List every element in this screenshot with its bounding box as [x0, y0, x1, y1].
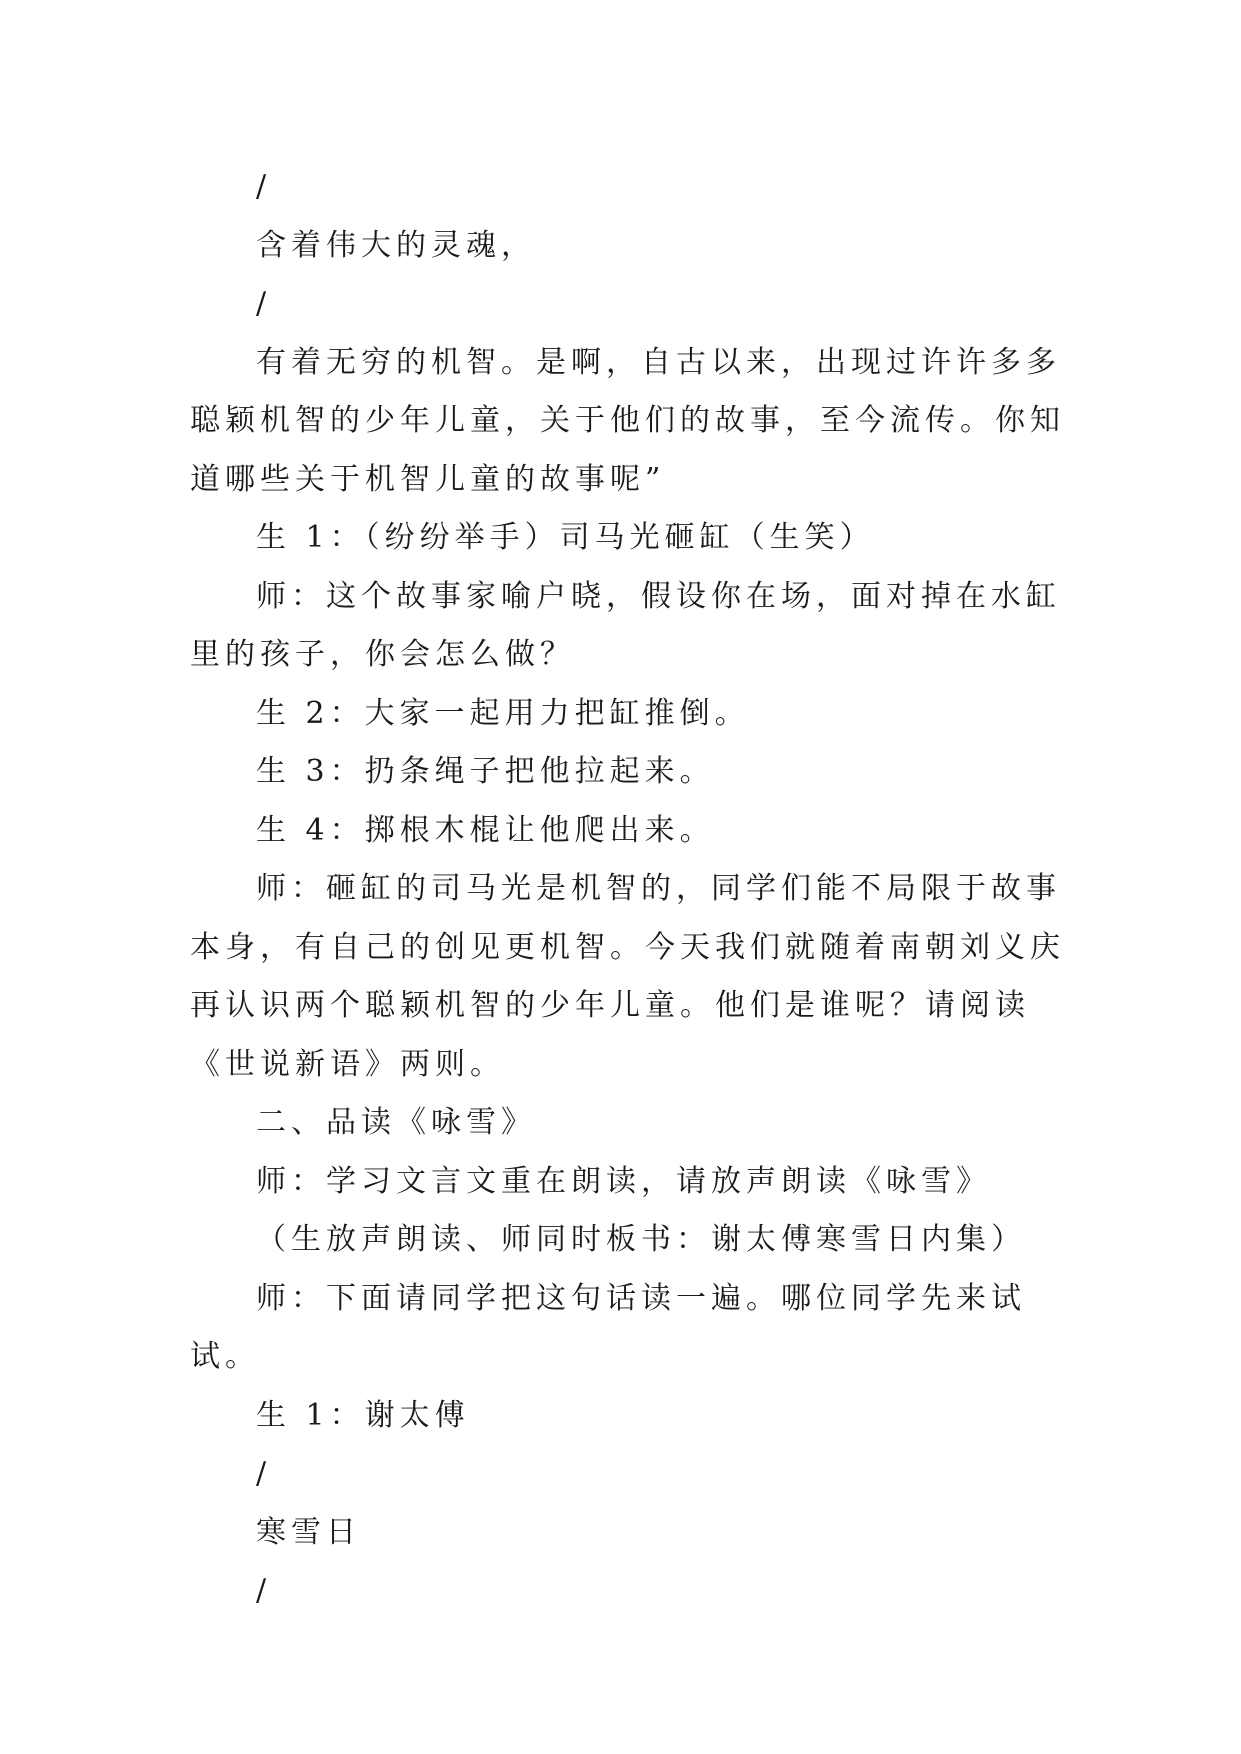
text-line: 含着伟大的灵魂， [256, 227, 536, 263]
text-line: 寒雪日 [256, 1514, 361, 1550]
dialogue-line: 师：这个故事家喻户晓，假设你在场，面对掉在水缸里的孩子，你会怎么做？ [190, 578, 1061, 672]
dialogue-line: 生 1：（纷纷举手）司马光砸缸（生笑） [256, 520, 875, 555]
paragraph: 有着无穷的机智。是啊，自古以来，出现过许许多多聪颖机智的少年儿童，关于他们的故事，至今流传。你知道哪些关于机智儿童的故事呢” [190, 344, 1065, 497]
stage-direction: （生放声朗读、师同时板书：谢太傅寒雪日内集） [256, 1222, 1026, 1257]
dialogue-line: 生 1：谢太傅 [256, 1397, 470, 1433]
section-heading: 二、品读《咏雪》 [256, 1105, 536, 1140]
dialogue-line: 生 3：扔条绳子把他拉起来。 [256, 754, 715, 789]
slash-mark: / [256, 286, 272, 321]
slash-mark: / [256, 1456, 272, 1491]
document-body [190, 158, 1070, 1621]
slash-mark: / [256, 1573, 272, 1608]
dialogue-line: 师：下面请同学把这句话读一遍。哪位同学先来试试。 [190, 1280, 1026, 1374]
dialogue-line: 师：学习文言文重在朗读，请放声朗读《咏雪》 [256, 1163, 991, 1199]
dialogue-line: 生 2：大家一起用力把缸推倒。 [256, 695, 750, 731]
slash-mark: / [256, 169, 272, 204]
dialogue-line: 师：砸缸的司马光是机智的，同学们能不局限于故事本身，有自己的创见更机智。今天我们就随着南朝刘义庆再认识两个聪颖机智的少年儿童。他们是谁呢？请阅读《世说新语》两则。 [190, 871, 1065, 1082]
dialogue-line: 生 4：掷根木棍让他爬出来。 [256, 812, 715, 848]
